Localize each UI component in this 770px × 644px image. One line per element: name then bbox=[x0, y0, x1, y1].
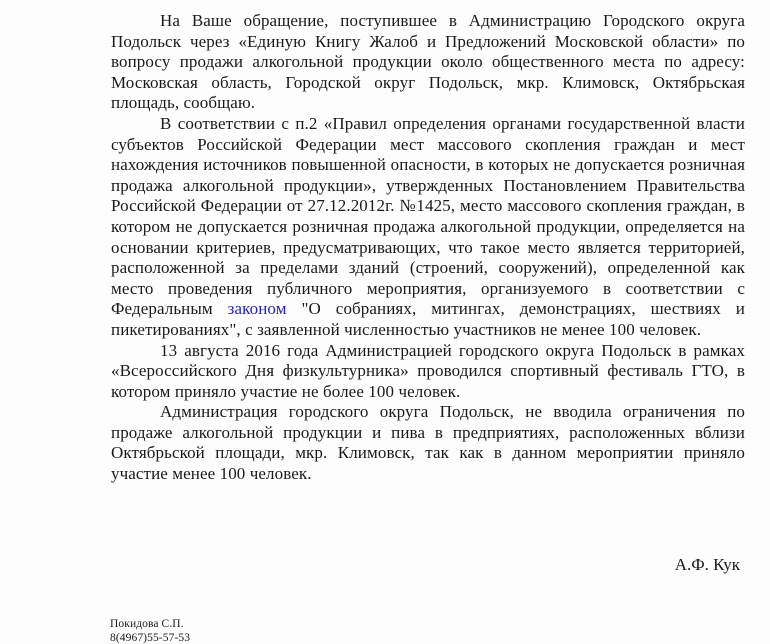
paragraph-legal-basis-continuation: "О собраниях, митингах, демонстрациях, шествиях и пикетированиях", с заявленной численностью участников не менее 100 человек. bbox=[111, 299, 745, 339]
contact-name: Покидова С.П. bbox=[110, 618, 184, 630]
federal-law-link[interactable]: законом bbox=[227, 299, 287, 319]
letter-body bbox=[111, 11, 745, 485]
contact-block bbox=[110, 618, 190, 644]
paragraph-intro: На Ваше обращение, поступившее в Администрацию Городского округа Подольск через «Единую Книгу Жалоб и Предложений Московской области» по вопросу продажи алкогольной продукции около общественного места по адресу: Московская область, Городской округ Подольск, мкр. Климовск, Октябрьская площадь, сообщаю. bbox=[111, 11, 745, 113]
paragraph-festival: 13 августа 2016 года Администрацией городского округа Подольск в рамках «Всероссийского Дня физкультурника» проводился спортивный фестиваль ГТО, в котором приняло участие не более 100 человек. bbox=[111, 340, 745, 401]
paragraph-conclusion: Администрация городского округа Подольск, не вводила ограничения по продаже алкогольной продукции и пива в предприятиях, расположенных вблизи Октябрьской площади, мкр. Климовск, так как в данном мероприятии приняло участие менее 100 человек. bbox=[111, 402, 745, 484]
paragraph-legal-basis-text: В соответствии с п.2 «Правил определения органами государственной власти субъектов Российской Федерации мест массового скопления граждан и мест нахождения источников повышенной опасности, в которых не допускается розничная продажа алкогольной продукции», утвержденных Постановлением Правительства Российской Федерации от 27.12.2012г. №1425, место массового скопления граждан, в котором не допускается розничная продажа алкогольной продукции, определяется на основании критериев, предусматривающих, что такое место является территорией, расположенной за пределами зданий (строений, сооружений), определенной как место проведения публичного мероприятия, организуемого в соответствии с Федеральным bbox=[111, 113, 745, 319]
paragraph-legal-basis bbox=[111, 114, 745, 341]
contact-phone: 8(4967)55-57-53 bbox=[110, 631, 191, 644]
signature-name: А.Ф. Кук bbox=[674, 555, 740, 574]
